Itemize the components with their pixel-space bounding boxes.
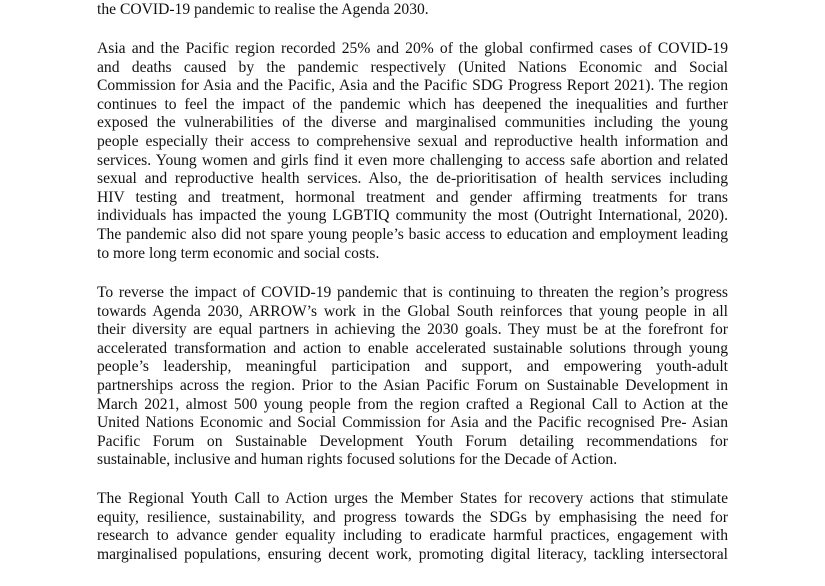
text-line: to more long term economic and social costs. xyxy=(97,244,380,262)
text-line: March 2021, almost 500 young people from the region crafted a Regional Call to Action at the xyxy=(97,395,728,413)
text-line: continues to feel the impact of the pandemic which has deepened the inequalities and further xyxy=(97,95,728,113)
text-line: The pandemic also did not spare young people’s basic access to education and employment leading xyxy=(97,225,728,243)
text-line: Commission for Asia and the Pacific, Asia and the Pacific SDG Progress Report 2021). The region xyxy=(97,77,728,95)
text-line: the COVID-19 pandemic to realise the Agenda 2030. xyxy=(97,0,429,18)
text-line: sustainable, inclusive and human rights focused solutions for the Decade of Action. xyxy=(97,451,618,469)
text-line: people’s leadership, meaningful participation and support, and empowering youth-adult xyxy=(97,358,728,376)
text-line: services. Young women and girls find it even more challenging to access safe abortion and related xyxy=(97,151,728,169)
text-line: and deaths caused by the pandemic respectively (United Nations Economic and Social xyxy=(97,58,728,76)
text-line: The Regional Youth Call to Action urges the Member States for recovery actions that stimulate xyxy=(97,490,728,507)
text-line: towards Agenda 2030, ARROW’s work in the Global South reinforces that young people in all xyxy=(97,302,728,320)
text-line: marginalised populations, ensuring decent work, promoting digital literacy, tackling intersectoral xyxy=(97,545,728,563)
text-line: exposed the vulnerabilities of the diverse and marginalised communities including the young xyxy=(97,114,728,132)
text-line: equity, resilience, sustainability, and progress towards the SDGs by emphasising the need for xyxy=(97,508,728,526)
text-line: To reverse the impact of COVID-19 pandemic that is continuing to threaten the region’s progress xyxy=(97,284,728,301)
text-line: people especially their access to comprehensive sexual and reproductive health information and xyxy=(97,132,728,150)
text-line: United Nations Economic and Social Commission for Asia and the Pacific recognised Pre- Asian xyxy=(97,414,728,432)
paragraph-asia-pacific-impact xyxy=(97,40,728,263)
text-line: individuals has impacted the young LGBTIQ community the most (Outright International, 2020). xyxy=(97,207,728,225)
text-line: their diversity are equal partners in achieving the 2030 goals. They must be at the forefront for xyxy=(97,321,728,339)
paragraph-regional-youth-call xyxy=(97,490,728,564)
text-line: research to advance gender equality including to eradicate harmful practices, engagement with xyxy=(97,527,728,545)
paragraph-arrow-work xyxy=(97,284,728,470)
text-line: Pacific Forum on Sustainable Development Youth Forum detailing recommendations for xyxy=(97,432,728,450)
paragraph-intro xyxy=(97,0,728,19)
text-line: sexual and reproductive health services. Also, the de-prioritisation of health services including xyxy=(97,170,728,188)
text-line: Asia and the Pacific region recorded 25% and 20% of the global confirmed cases of COVID-19 xyxy=(97,40,728,57)
text-line: HIV testing and treatment, hormonal treatment and gender affirming treatments for trans xyxy=(97,188,728,206)
text-line: accelerated transformation and action to enable accelerated sustainable solutions through young xyxy=(97,339,728,357)
text-line: partnerships across the region. Prior to the Asian Pacific Forum on Sustainable Development in xyxy=(97,376,728,394)
